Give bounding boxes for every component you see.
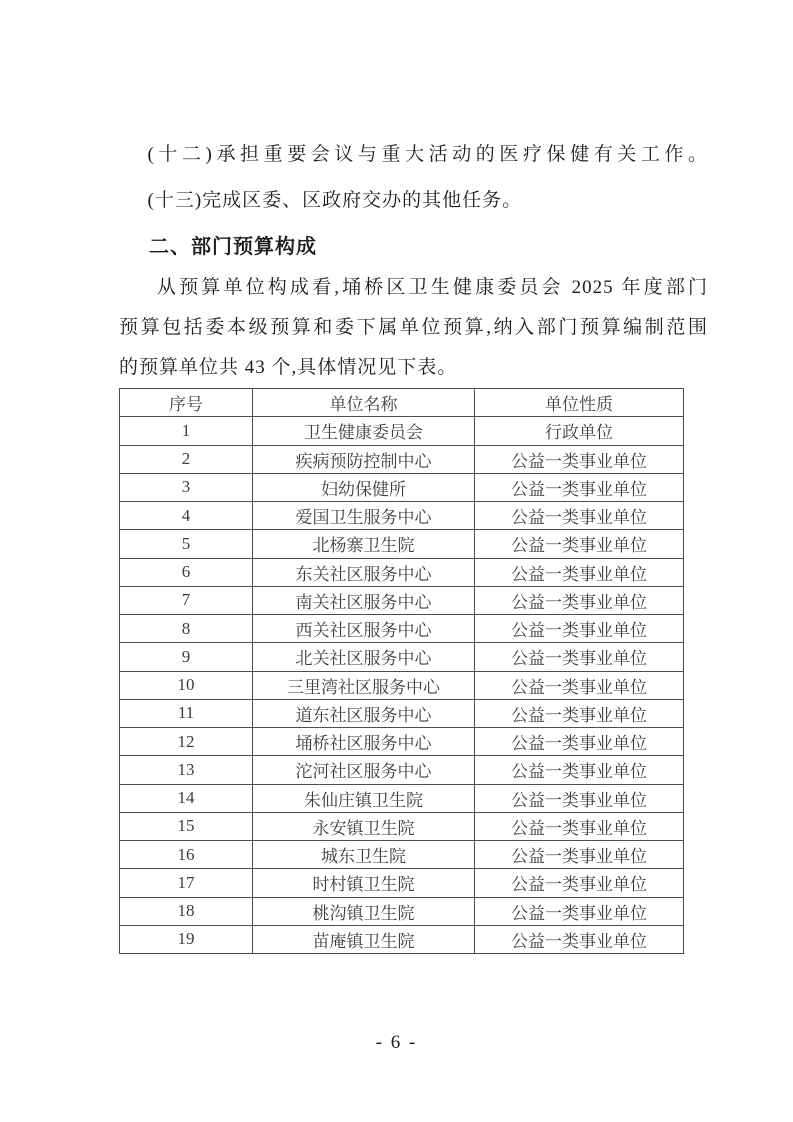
table-row bbox=[120, 502, 684, 530]
row-number-cell: 15 bbox=[120, 812, 253, 840]
unit-type-cell: 公益一类事业单位 bbox=[475, 473, 684, 501]
section-heading-budget-composition: 二、部门预算构成 bbox=[149, 236, 317, 258]
table-row bbox=[120, 756, 684, 784]
row-number-cell: 3 bbox=[120, 473, 253, 501]
table-row bbox=[120, 445, 684, 473]
unit-name-cell: 妇幼保健所 bbox=[253, 473, 475, 501]
unit-type-cell: 行政单位 bbox=[475, 417, 684, 445]
table-row bbox=[120, 897, 684, 925]
unit-name-cell: 朱仙庄镇卫生院 bbox=[253, 784, 475, 812]
unit-type-cell: 公益一类事业单位 bbox=[475, 643, 684, 671]
duty-item-13: (十三)完成区委、区政府交办的其他任务。 bbox=[147, 190, 523, 211]
unit-name-cell: 埇桥社区服务中心 bbox=[253, 728, 475, 756]
unit-name-cell: 三里湾社区服务中心 bbox=[253, 671, 475, 699]
unit-type-cell: 公益一类事业单位 bbox=[475, 784, 684, 812]
document-body bbox=[119, 140, 708, 954]
row-number-cell: 4 bbox=[120, 502, 253, 530]
row-number-cell: 10 bbox=[120, 671, 253, 699]
unit-type-cell: 公益一类事业单位 bbox=[475, 841, 684, 869]
unit-type-cell: 公益一类事业单位 bbox=[475, 699, 684, 727]
unit-name-cell: 疾病预防控制中心 bbox=[253, 445, 475, 473]
intro-paragraph bbox=[119, 268, 708, 388]
table-row bbox=[120, 473, 684, 501]
unit-type-cell: 公益一类事业单位 bbox=[475, 812, 684, 840]
table-row bbox=[120, 841, 684, 869]
unit-name-cell: 永安镇卫生院 bbox=[253, 812, 475, 840]
table-row bbox=[120, 728, 684, 756]
unit-name-cell: 南关社区服务中心 bbox=[253, 586, 475, 614]
row-number-cell: 9 bbox=[120, 643, 253, 671]
table-row bbox=[120, 615, 684, 643]
unit-name-cell: 桃沟镇卫生院 bbox=[253, 897, 475, 925]
row-number-cell: 7 bbox=[120, 586, 253, 614]
unit-name-cell: 东关社区服务中心 bbox=[253, 558, 475, 586]
intro-line-1: 从预算单位构成看,埇桥区卫生健康委员会 2025 年度部门 bbox=[157, 277, 708, 298]
table-header-row bbox=[120, 389, 684, 417]
unit-type-cell: 公益一类事业单位 bbox=[475, 586, 684, 614]
table-row bbox=[120, 671, 684, 699]
unit-name-cell: 苗庵镇卫生院 bbox=[253, 925, 475, 953]
table-row bbox=[120, 558, 684, 586]
table-row bbox=[120, 643, 684, 671]
intro-line-2: 预算包括委本级预算和委下属单位预算,纳入部门预算编制范围 bbox=[119, 317, 708, 338]
table-row bbox=[120, 784, 684, 812]
table-row bbox=[120, 530, 684, 558]
unit-name-cell: 爱国卫生服务中心 bbox=[253, 502, 475, 530]
row-number-cell: 6 bbox=[120, 558, 253, 586]
intro-line-3: 的预算单位共 43 个,具体情况见下表。 bbox=[119, 357, 458, 378]
unit-name-cell: 沱河社区服务中心 bbox=[253, 756, 475, 784]
table-row bbox=[120, 586, 684, 614]
row-number-cell: 17 bbox=[120, 869, 253, 897]
row-number-cell: 5 bbox=[120, 530, 253, 558]
header-row-number: 序号 bbox=[120, 389, 253, 417]
unit-type-cell: 公益一类事业单位 bbox=[475, 925, 684, 953]
row-number-cell: 11 bbox=[120, 699, 253, 727]
row-number-cell: 1 bbox=[120, 417, 253, 445]
budget-units-table-body bbox=[120, 417, 684, 954]
unit-type-cell: 公益一类事业单位 bbox=[475, 530, 684, 558]
header-unit-type: 单位性质 bbox=[475, 389, 684, 417]
unit-type-cell: 公益一类事业单位 bbox=[475, 869, 684, 897]
budget-units-table bbox=[119, 388, 684, 954]
unit-type-cell: 公益一类事业单位 bbox=[475, 615, 684, 643]
header-unit-name: 单位名称 bbox=[253, 389, 475, 417]
row-number-cell: 16 bbox=[120, 841, 253, 869]
unit-name-cell: 道东社区服务中心 bbox=[253, 699, 475, 727]
table-row bbox=[120, 925, 684, 953]
row-number-cell: 14 bbox=[120, 784, 253, 812]
duty-item-12: (十二)承担重要会议与重大活动的医疗保健有关工作。 bbox=[147, 144, 708, 165]
unit-type-cell: 公益一类事业单位 bbox=[475, 897, 684, 925]
row-number-cell: 19 bbox=[120, 925, 253, 953]
unit-name-cell: 卫生健康委员会 bbox=[253, 417, 475, 445]
page-number: - 6 - bbox=[375, 1032, 418, 1053]
table-row bbox=[120, 812, 684, 840]
row-number-cell: 12 bbox=[120, 728, 253, 756]
unit-type-cell: 公益一类事业单位 bbox=[475, 445, 684, 473]
row-number-cell: 13 bbox=[120, 756, 253, 784]
row-number-cell: 2 bbox=[120, 445, 253, 473]
unit-type-cell: 公益一类事业单位 bbox=[475, 671, 684, 699]
unit-name-cell: 时村镇卫生院 bbox=[253, 869, 475, 897]
table-row bbox=[120, 699, 684, 727]
table-row bbox=[120, 417, 684, 445]
row-number-cell: 18 bbox=[120, 897, 253, 925]
unit-name-cell: 城东卫生院 bbox=[253, 841, 475, 869]
unit-name-cell: 西关社区服务中心 bbox=[253, 615, 475, 643]
unit-type-cell: 公益一类事业单位 bbox=[475, 502, 684, 530]
unit-type-cell: 公益一类事业单位 bbox=[475, 756, 684, 784]
unit-type-cell: 公益一类事业单位 bbox=[475, 558, 684, 586]
unit-name-cell: 北关社区服务中心 bbox=[253, 643, 475, 671]
row-number-cell: 8 bbox=[120, 615, 253, 643]
unit-name-cell: 北杨寨卫生院 bbox=[253, 530, 475, 558]
table-row bbox=[120, 869, 684, 897]
unit-type-cell: 公益一类事业单位 bbox=[475, 728, 684, 756]
